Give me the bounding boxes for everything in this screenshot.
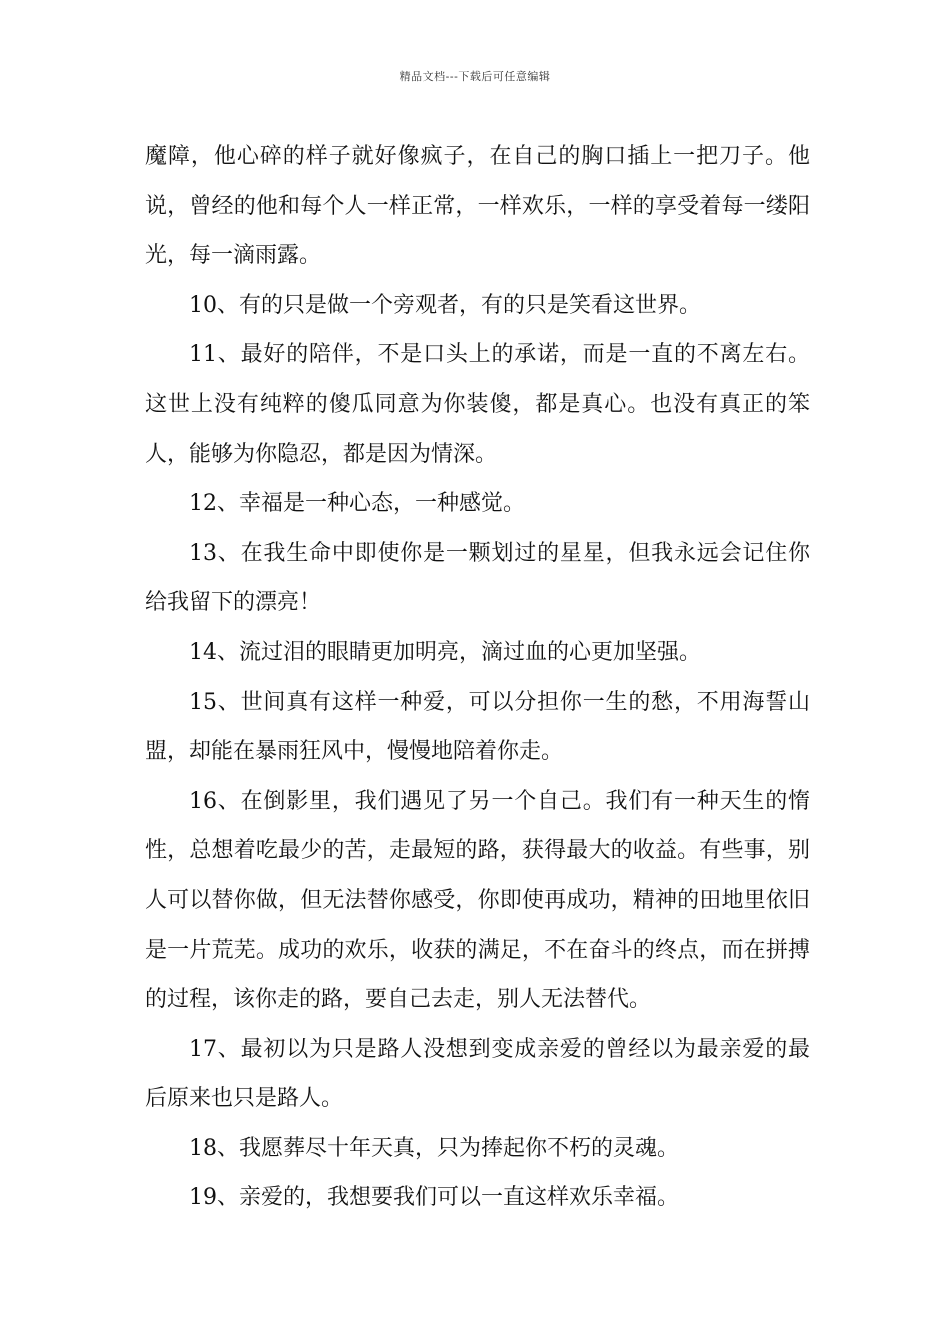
page-header: 精品文档---下载后可任意编辑 xyxy=(399,70,551,83)
document-body xyxy=(145,132,810,1223)
paragraph: 17、最初以为只是路人没想到变成亲爱的曾经以为最亲爱的最后原来也只是路人。 xyxy=(145,1036,810,1112)
paragraph: 16、在倒影里，我们遇见了另一个自己。我们有一种天生的惰性，总想着吃最少的苦，走最短的路，获得最大的收益。有些事，别人可以替你做，但无法替你感受，你即使再成功，精神的田地里依旧是一片荒芜。成功的欢乐，收获的满足，不在奋斗的终点，而在拼搏的过程，该你走的路，要自己去走，别人无法替代。 xyxy=(145,788,810,1013)
paragraph: 18、我愿葬尽十年天真，只为捧起你不朽的灵魂。 xyxy=(189,1135,679,1161)
paragraph: 14、流过泪的眼睛更加明亮，滴过血的心更加坚强。 xyxy=(189,639,701,665)
paragraph: 19、亲爱的，我想要我们可以一直这样欢乐幸福。 xyxy=(189,1185,679,1211)
paragraph: 12、幸福是一种心态，一种感觉。 xyxy=(189,491,525,517)
paragraph: 10、有的只是做一个旁观者，有的只是笑看这世界。 xyxy=(189,292,701,318)
paragraph: 魔障，他心碎的样子就好像疯子，在自己的胸口插上一把刀子。他说，曾经的他和每个人一样正常，一样欢乐，一样的享受着每一缕阳光，每一滴雨露。 xyxy=(145,144,810,269)
paragraph: 13、在我生命中即使你是一颗划过的星星，但我永远会记住你给我留下的漂亮！ xyxy=(145,540,810,616)
paragraph: 11、最好的陪伴，不是口头上的承诺，而是一直的不离左右。这世上没有纯粹的傻瓜同意为你装傻，都是真心。也没有真正的笨人，能够为你隐忍，都是因为情深。 xyxy=(145,342,810,467)
paragraph: 15、世间真有这样一种爱，可以分担你一生的愁，不用海誓山盟，却能在暴雨狂风中，慢慢地陪着你走。 xyxy=(145,689,810,765)
